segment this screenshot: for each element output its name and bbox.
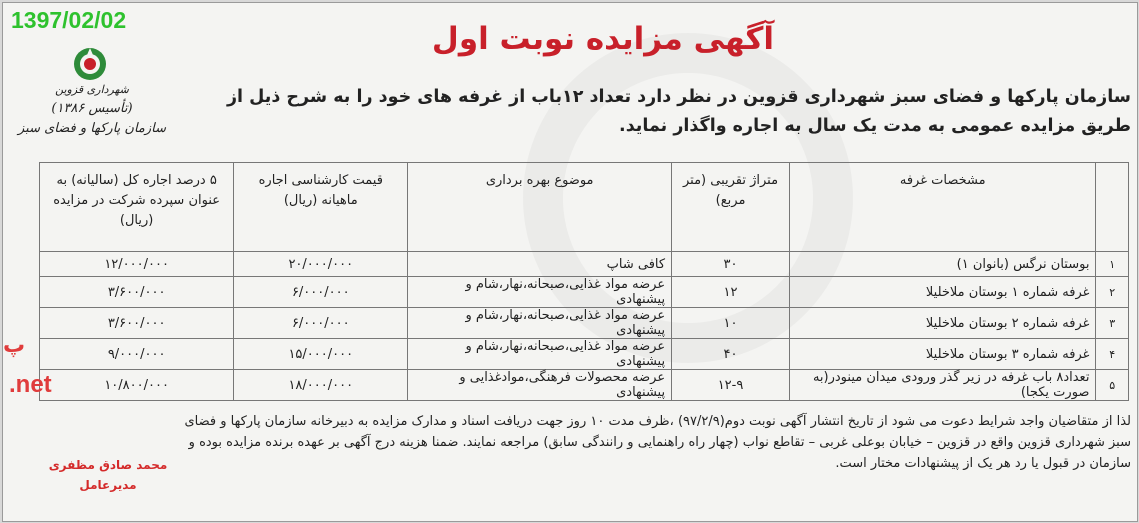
row-area: ۱۲-۹ bbox=[672, 370, 790, 401]
header-number bbox=[1096, 163, 1129, 252]
row-spec: بوستان نرگس (بانوان ۱) bbox=[789, 252, 1095, 277]
row-area: ۴۰ bbox=[672, 339, 790, 370]
row-deposit: ۳/۶۰۰/۰۰۰ bbox=[40, 277, 234, 308]
footer-paragraph: لذا از متقاضیان واجد شرایط دعوت می شود از تاریخ انتشار آگهی نوبت دوم(۹۷/۲/۹) ،ظرف مدت ۱۰ روز جهت دریافت اسناد و مدارک مزایده به دبیرخانه سازمان پارکها و فضای سبز شهرداری قزوین واقع در قزوین – خیابان بوعلی غربی – تقاطع نواب (چهار راه راهنمایی و رانندگی سابق) مراجعه نمایند. ضمنا هزینه درج آگهی بر عهده برنده مزایده بوده و سازمان در قبول یا رد هر یک از پیشنهادات مختار است. bbox=[184, 414, 1131, 471]
row-number: ۲ bbox=[1096, 277, 1129, 308]
row-use: عرضه مواد غذایی،صبحانه،نهار،شام و پیشنهادی bbox=[408, 308, 672, 339]
signer-title: مدیرعامل bbox=[79, 478, 137, 492]
row-number: ۴ bbox=[1096, 339, 1129, 370]
row-spec: غرفه شماره ۲ بوستان ملاخلیلا bbox=[789, 308, 1095, 339]
signature-block bbox=[43, 455, 173, 495]
row-number: ۳ bbox=[1096, 308, 1129, 339]
row-use: عرضه مواد غذایی،صبحانه،نهار،شام و پیشنهادی bbox=[408, 277, 672, 308]
organization-logo bbox=[7, 47, 177, 165]
row-use: کافی شاپ bbox=[408, 252, 672, 277]
header-area: متراژ تقریبی (متر مربع) bbox=[672, 163, 790, 252]
header-use: موضوع بهره برداری bbox=[408, 163, 672, 252]
row-area: ۱۰ bbox=[672, 308, 790, 339]
row-spec: غرفه شماره ۳ بوستان ملاخلیلا bbox=[789, 339, 1095, 370]
logo-department: سازمان پارکها و فضای سبز bbox=[17, 121, 167, 136]
logo-established: (تأسیس ۱۳۸۶) bbox=[51, 101, 133, 116]
table-row bbox=[40, 252, 1129, 277]
edge-fragment-upper: پ bbox=[3, 333, 26, 358]
row-number: ۵ bbox=[1096, 370, 1129, 401]
row-price: ۶/۰۰۰/۰۰۰ bbox=[234, 308, 408, 339]
auction-table bbox=[39, 162, 1129, 401]
table-row bbox=[40, 370, 1129, 401]
row-area: ۱۲ bbox=[672, 277, 790, 308]
signer-name: محمد صادق مظفری bbox=[48, 458, 168, 472]
row-price: ۱۸/۰۰۰/۰۰۰ bbox=[234, 370, 408, 401]
row-area: ۳۰ bbox=[672, 252, 790, 277]
row-deposit: ۹/۰۰۰/۰۰۰ bbox=[40, 339, 234, 370]
advertisement-page bbox=[2, 2, 1138, 522]
header-price: قیمت کارشناسی اجاره ماهیانه (ریال) bbox=[234, 163, 408, 252]
header-deposit: ۵ درصد اجاره کل (سالیانه) به عنوان سپرده شرکت در مزایده (ریال) bbox=[40, 163, 234, 252]
intro-paragraph: سازمان پارکها و فضای سبز شهرداری قزوین در نظر دارد تعداد ۱۲باب از غرفه های خود را به شرح ذیل از طریق مزایده عمومی به مدت یک سال به اجاره واگذار نماید. bbox=[226, 87, 1131, 136]
row-price: ۶/۰۰۰/۰۰۰ bbox=[234, 277, 408, 308]
table-row bbox=[40, 339, 1129, 370]
row-deposit: ۳/۶۰۰/۰۰۰ bbox=[40, 308, 234, 339]
table-row bbox=[40, 308, 1129, 339]
row-spec: غرفه شماره ۱ بوستان ملاخلیلا bbox=[789, 277, 1095, 308]
logo-org-name: شهرداری قزوین bbox=[55, 83, 129, 96]
row-spec: تعداد۸ باب غرفه در زیر گذر ورودی میدان مینودر(به صورت یکجا) bbox=[789, 370, 1095, 401]
emblem-icon bbox=[73, 47, 107, 81]
row-use: عرضه محصولات فرهنگی،موادغذایی و پیشنهادی bbox=[408, 370, 672, 401]
header-spec: مشخصات غرفه bbox=[789, 163, 1095, 252]
date-stamp: 1397/02/02 bbox=[11, 7, 127, 33]
row-price: ۱۵/۰۰۰/۰۰۰ bbox=[234, 339, 408, 370]
table-header-row bbox=[40, 163, 1129, 252]
row-use: عرضه مواد غذایی،صبحانه،نهار،شام و پیشنهادی bbox=[408, 339, 672, 370]
edge-fragment-lower: .net bbox=[9, 371, 52, 398]
row-deposit: ۱۰/۸۰۰/۰۰۰ bbox=[40, 370, 234, 401]
row-deposit: ۱۲/۰۰۰/۰۰۰ bbox=[40, 252, 234, 277]
page-title: آگهی مزایده نوبت اول bbox=[431, 21, 775, 57]
table-row bbox=[40, 277, 1129, 308]
row-price: ۲۰/۰۰۰/۰۰۰ bbox=[234, 252, 408, 277]
row-number: ۱ bbox=[1096, 252, 1129, 277]
